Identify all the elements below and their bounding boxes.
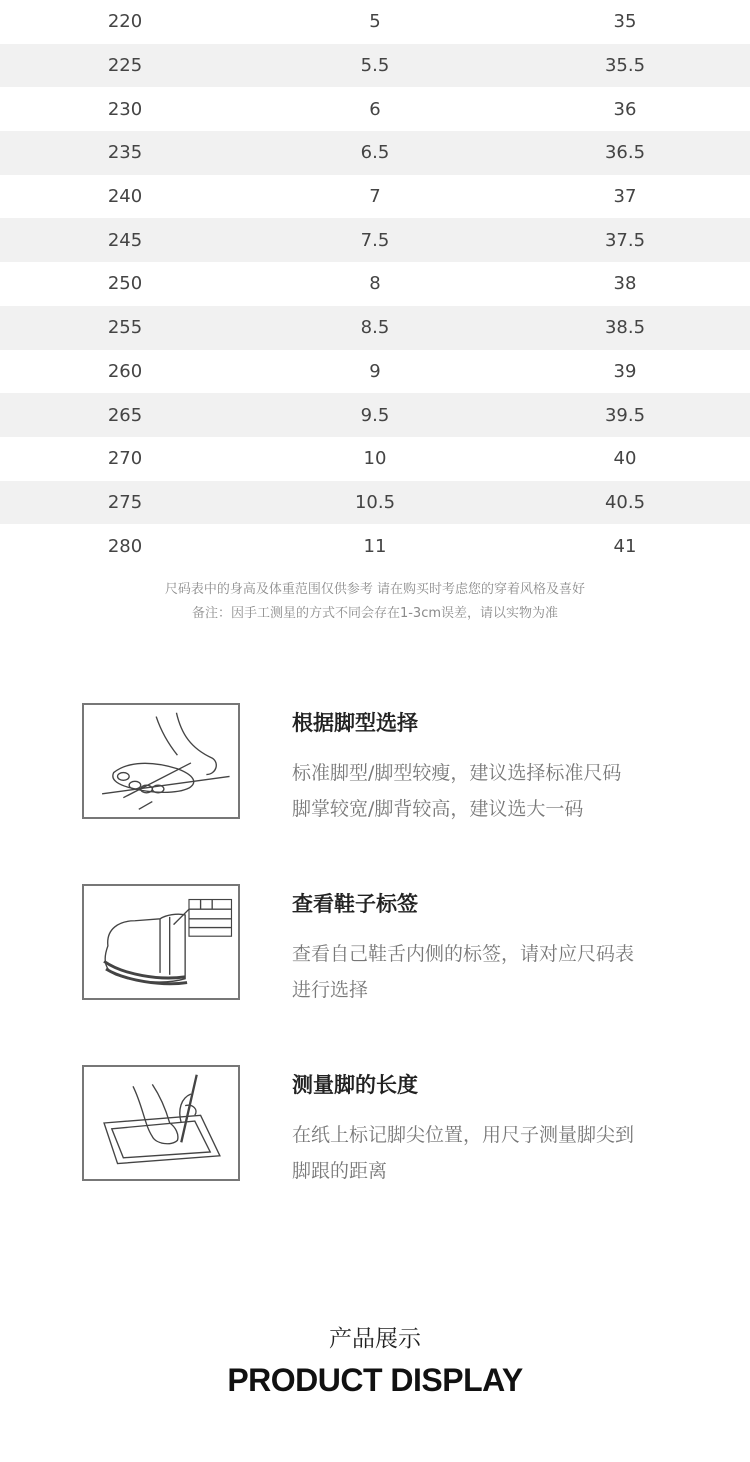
guide-description-line: 进行选择 bbox=[292, 979, 369, 1001]
guide-foot-shape bbox=[82, 703, 702, 823]
table-row bbox=[0, 393, 750, 437]
guide-title: 测量脚的长度 bbox=[292, 1073, 418, 1097]
table-row bbox=[0, 44, 750, 88]
guide-description-line: 标准脚型/脚型较瘦，建议选择标准尺码 bbox=[292, 762, 622, 784]
guide-description bbox=[292, 1117, 692, 1189]
note-line-2: 备注：因手工测星的方式不同会存在1-3cm误差，请以实物为准 bbox=[191, 606, 559, 621]
table-cell: 36.5 bbox=[604, 142, 646, 164]
guide-description bbox=[292, 755, 692, 827]
table-cell: 7 bbox=[369, 186, 381, 208]
table-cell: 5 bbox=[369, 11, 381, 33]
table-row bbox=[0, 131, 750, 175]
table-cell: 220 bbox=[107, 11, 143, 33]
guide-description-line: 查看自己鞋舌内侧的标签，请对应尺码表 bbox=[292, 943, 635, 965]
table-row bbox=[0, 0, 750, 44]
guide-description bbox=[292, 936, 692, 1008]
guide-description-line: 脚跟的距离 bbox=[292, 1160, 388, 1182]
table-cell: 225 bbox=[107, 55, 143, 77]
table-cell: 40 bbox=[613, 448, 637, 470]
product-display-title-cn: 产品展示 bbox=[329, 1326, 421, 1352]
note-line-1: 尺码表中的身高及体重范围仅供参考 请在购买时考虑您的穿着风格及喜好 bbox=[164, 582, 586, 597]
guide-description-line: 脚掌较宽/脚背较高，建议选大一码 bbox=[292, 798, 584, 820]
table-cell: 38 bbox=[613, 273, 637, 295]
table-cell: 8 bbox=[369, 273, 381, 295]
guide-title: 根据脚型选择 bbox=[292, 711, 418, 735]
table-cell: 6 bbox=[369, 98, 381, 120]
guide-shoe-label bbox=[82, 884, 702, 1004]
table-cell: 11 bbox=[363, 535, 387, 557]
guide-measure-foot bbox=[82, 1065, 702, 1185]
table-cell: 40.5 bbox=[604, 491, 646, 513]
table-cell: 230 bbox=[107, 98, 143, 120]
table-row bbox=[0, 350, 750, 394]
foot-shape-illustration bbox=[82, 703, 240, 819]
table-cell: 35 bbox=[613, 11, 637, 33]
table-cell: 250 bbox=[107, 273, 143, 295]
table-cell: 10.5 bbox=[354, 491, 396, 513]
guide-title: 查看鞋子标签 bbox=[292, 892, 418, 916]
table-cell: 235 bbox=[107, 142, 143, 164]
table-cell: 9 bbox=[369, 360, 381, 382]
table-cell: 245 bbox=[107, 229, 143, 251]
table-cell: 6.5 bbox=[360, 142, 390, 164]
product-display-title-en: PRODUCT DISPLAY bbox=[227, 1362, 523, 1398]
table-cell: 7.5 bbox=[360, 229, 390, 251]
table-cell: 255 bbox=[107, 317, 143, 339]
table-cell: 270 bbox=[107, 448, 143, 470]
size-table bbox=[0, 0, 750, 568]
table-row bbox=[0, 87, 750, 131]
table-row bbox=[0, 175, 750, 219]
table-cell: 41 bbox=[613, 535, 637, 557]
shoe-label-illustration bbox=[82, 884, 240, 1000]
table-row bbox=[0, 262, 750, 306]
table-cell: 37.5 bbox=[604, 229, 646, 251]
measure-foot-illustration bbox=[82, 1065, 240, 1181]
table-row bbox=[0, 481, 750, 525]
table-row bbox=[0, 524, 750, 568]
guide-description-line: 在纸上标记脚尖位置，用尺子测量脚尖到 bbox=[292, 1124, 635, 1146]
table-cell: 5.5 bbox=[360, 55, 390, 77]
table-cell: 39 bbox=[613, 360, 637, 382]
table-cell: 275 bbox=[107, 491, 143, 513]
table-cell: 240 bbox=[107, 186, 143, 208]
table-cell: 36 bbox=[613, 98, 637, 120]
table-cell: 9.5 bbox=[360, 404, 390, 426]
table-row bbox=[0, 218, 750, 262]
table-cell: 39.5 bbox=[604, 404, 646, 426]
table-row bbox=[0, 437, 750, 481]
table-cell: 280 bbox=[107, 535, 143, 557]
size-notes bbox=[0, 578, 750, 626]
table-row bbox=[0, 306, 750, 350]
table-cell: 37 bbox=[613, 186, 637, 208]
table-cell: 10 bbox=[363, 448, 387, 470]
table-cell: 38.5 bbox=[604, 317, 646, 339]
table-cell: 8.5 bbox=[360, 317, 390, 339]
table-cell: 35.5 bbox=[604, 55, 646, 77]
table-cell: 265 bbox=[107, 404, 143, 426]
table-cell: 260 bbox=[107, 360, 143, 382]
